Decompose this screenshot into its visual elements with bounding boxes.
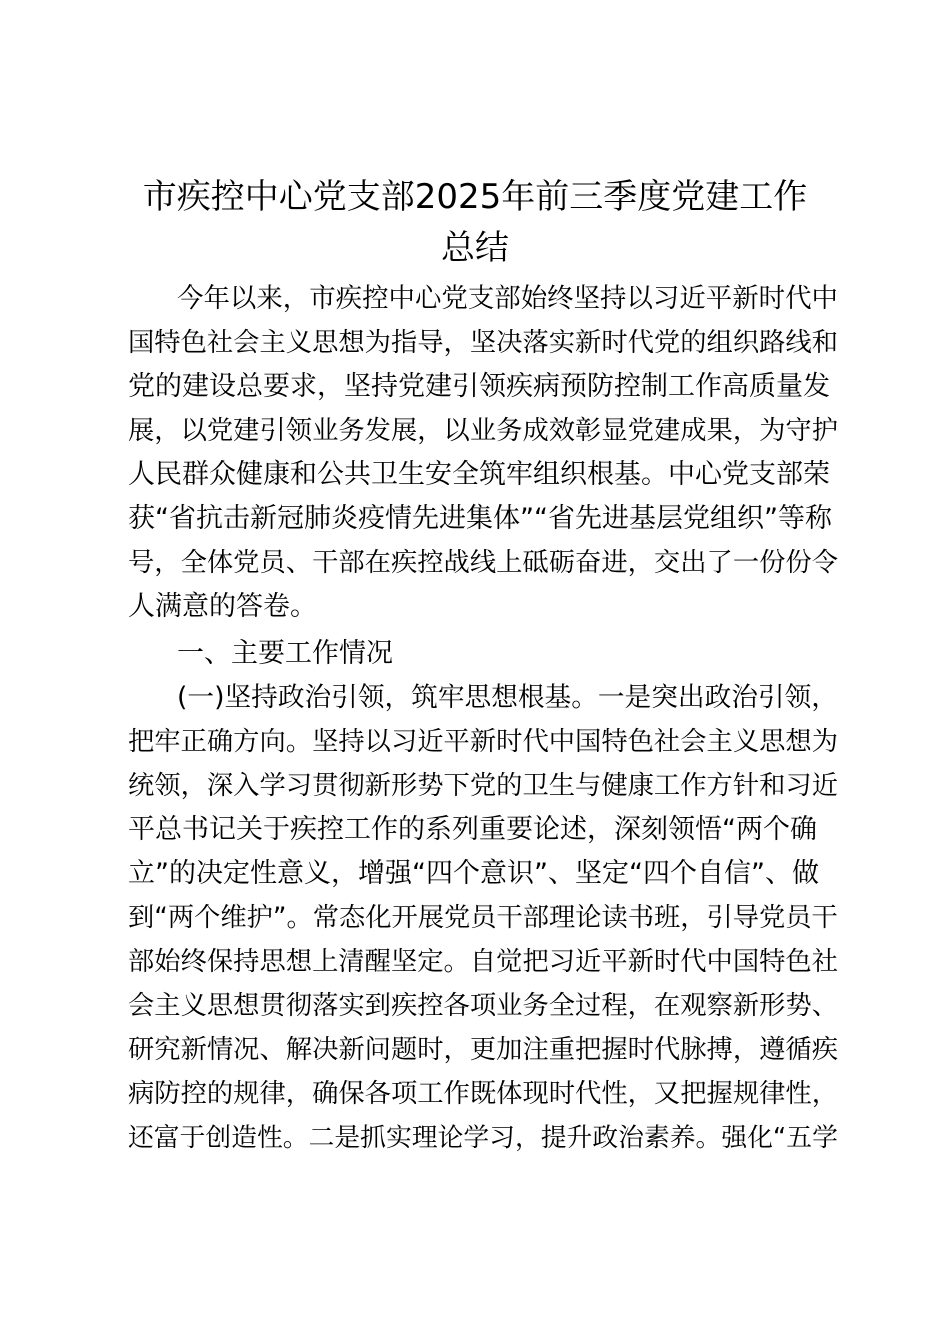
paragraph-line: 号，全体党员、干部在疾控战线上砥砺奋进，交出了一份份令 [128,548,839,578]
paragraph-line: 病防控的规律，确保各项工作既体现时代性，又把握规律性， [128,1079,839,1109]
paragraph-line: 把牢正确方向。坚持以习近平新时代中国特色社会主义思想为 [128,727,839,757]
paragraph-line: 国特色社会主义思想为指导，坚决落实新时代党的组织路线和 [128,328,839,358]
paragraph-line: 部始终保持思想上清醒坚定。自觉把习近平新时代中国特色社 [128,947,839,977]
paragraph-line: 平总书记关于疾控工作的系列重要论述，深刻领悟“两个确 [128,814,817,845]
paragraph-line: 展，以党建引领业务发展，以业务成效彰显党建成果，为守护 [128,416,839,446]
paragraph-line: 还富于创造性。二是抓实理论学习，提升政治素养。强化“五学 [128,1123,838,1153]
paragraph-line: 获“省抗击新冠肺炎疫情先进集体”“省先进基层党组织”等称 [128,503,832,534]
section-heading: 一、主要工作情况 [177,638,393,669]
paragraph-line: 会主义思想贯彻落实到疾控各项业务全过程，在观察新形势、 [128,991,839,1021]
paragraph-line: 研究新情况、解决新问题时，更加注重把握时代脉搏，遵循疾 [128,1035,839,1065]
paragraph-line: 人满意的答卷。 [128,591,317,622]
paragraph-line: 立”的决定性意义，增强“四个意识”、坚定“四个自信”、做 [128,858,819,889]
paragraph-line: 党的建设总要求，坚持党建引领疾病预防控制工作高质量发 [128,371,830,402]
document-title-line-1: 市疾控中心党支部2025年前三季度党建工作 [142,177,808,217]
paragraph-line: 到“两个维护”。常态化开展党员干部理论读书班，引导党员干 [128,903,838,933]
document-title-line-2: 总结 [441,228,509,268]
paragraph-line: 统领，深入学习贯彻新形势下党的卫生与健康工作方针和习近 [128,771,839,801]
paragraph-line: 人民群众健康和公共卫生安全筑牢组织根基。中心党支部荣 [128,459,830,490]
paragraph-line: 今年以来，市疾控中心党支部始终坚持以习近平新时代中 [177,283,838,314]
paragraph-line: (一)坚持政治引领，筑牢思想根基。一是突出政治引领， [177,682,838,713]
